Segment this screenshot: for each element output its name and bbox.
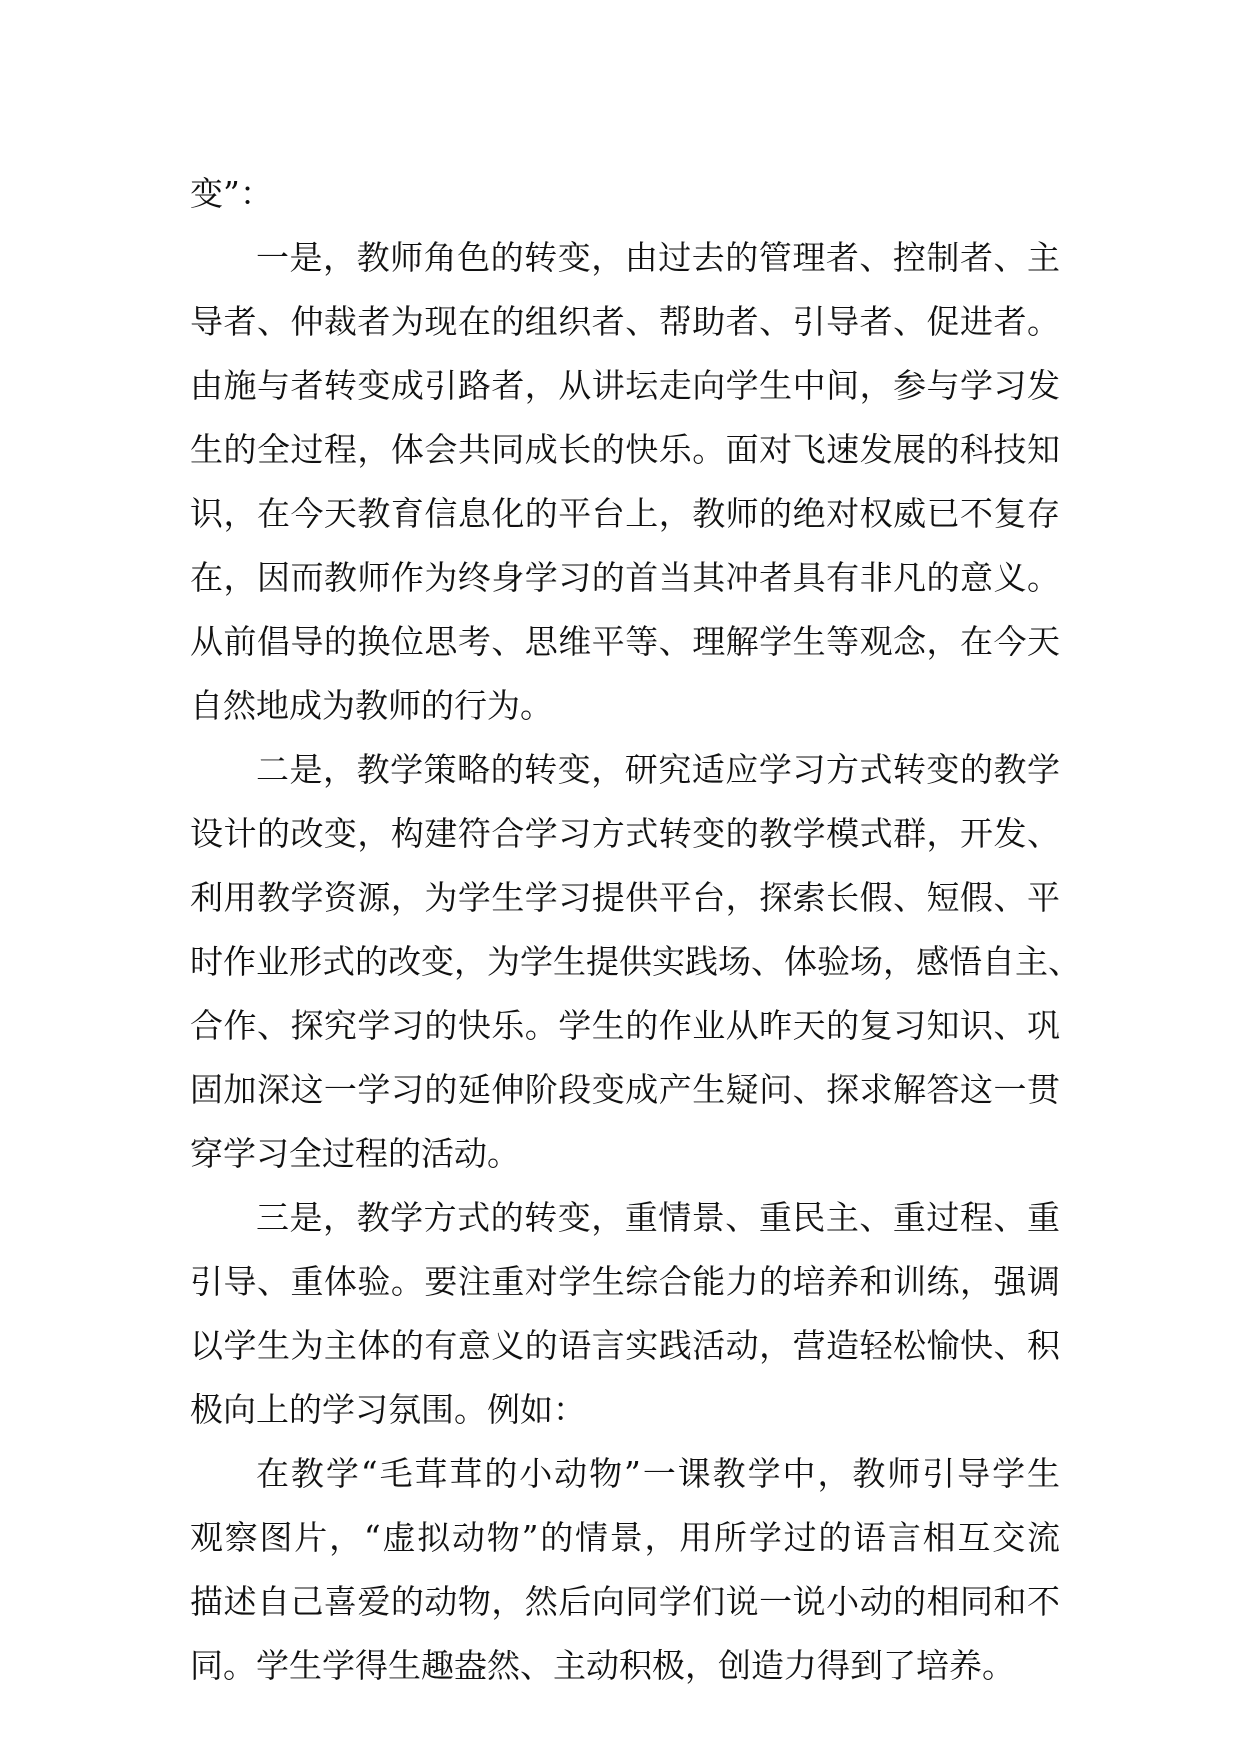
text-line: 穿学习全过程的活动。 [190, 1134, 520, 1173]
text-line: 由施与者转变成引路者，从讲坛走向学生中间，参与学习发 [190, 366, 1060, 405]
text-line: 利用教学资源，为学生学习提供平台，探索长假、短假、平 [190, 878, 1060, 917]
paragraph-first-line: 一是，教师角色的转变，由过去的管理者、控制者、主 [256, 238, 1060, 277]
text-line: 生的全过程，体会共同成长的快乐。面对飞速发展的科技知 [190, 430, 1060, 469]
paragraph-first-line: 三是，教学方式的转变，重情景、重民主、重过程、重 [256, 1198, 1060, 1237]
text-line: 从前倡导的换位思考、思维平等、理解学生等观念，在今天 [190, 622, 1060, 661]
text-line: 同。学生学得生趣盎然、主动积极，创造力得到了培养。 [190, 1646, 1015, 1685]
text-line: 设计的改变，构建符合学习方式转变的教学模式群，开发、 [190, 814, 1060, 853]
text-line: 时作业形式的改变，为学生提供实践场、体验场，感悟自主、 [190, 942, 1081, 981]
text-line: 固加深这一学习的延伸阶段变成产生疑问、探求解答这一贯 [190, 1070, 1060, 1109]
text-line: 观察图片，“虚拟动物”的情景，用所学过的语言相互交流 [190, 1518, 1060, 1557]
paragraph-first-line: 在教学“毛茸茸的小动物”一课教学中，教师引导学生 [256, 1454, 1060, 1493]
text-line: 引导、重体验。要注重对学生综合能力的培养和训练，强调 [190, 1262, 1060, 1301]
text-line: 极向上的学习氛围。例如： [190, 1390, 586, 1429]
text-line: 导者、仲裁者为现在的组织者、帮助者、引导者、促进者。 [190, 302, 1060, 341]
document-body [190, 162, 1081, 1698]
text-line: 自然地成为教师的行为。 [190, 686, 553, 725]
text-line: 在，因而教师作为终身学习的首当其冲者具有非凡的意义。 [190, 558, 1060, 597]
text-line: 以学生为主体的有意义的语言实践活动，营造轻松愉快、积 [190, 1326, 1060, 1365]
text-line: 识，在今天教育信息化的平台上，教师的绝对权威已不复存 [190, 494, 1060, 533]
text-line: 描述自己喜爱的动物，然后向同学们说一说小动的相同和不 [190, 1582, 1060, 1621]
text-line: 变”： [190, 174, 273, 213]
paragraph-first-line: 二是，教学策略的转变，研究适应学习方式转变的教学 [256, 750, 1060, 789]
text-line: 合作、探究学习的快乐。学生的作业从昨天的复习知识、巩 [190, 1006, 1060, 1045]
